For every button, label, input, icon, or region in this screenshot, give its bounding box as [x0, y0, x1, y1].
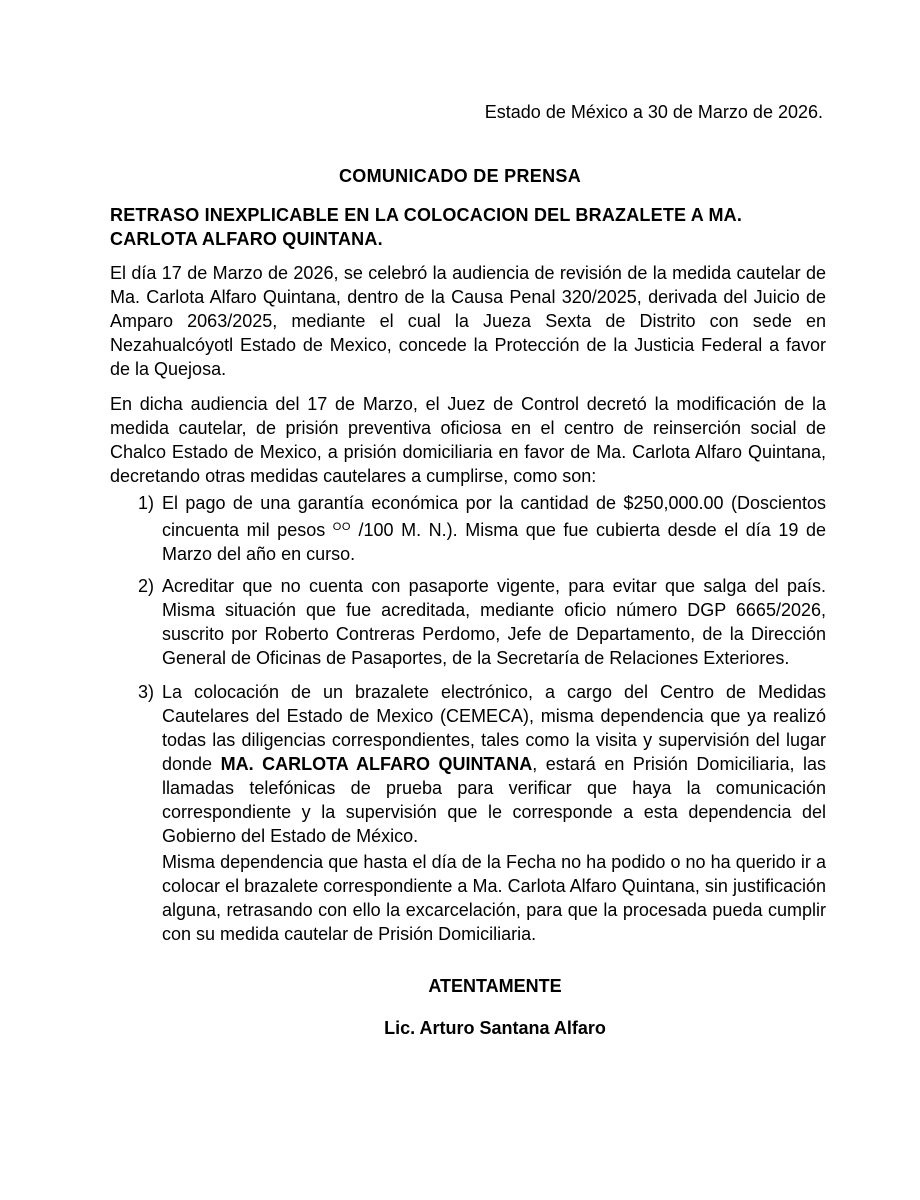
- superscript-cents: OO: [332, 521, 351, 533]
- bold-name: MA. CARLOTA ALFARO QUINTANA: [220, 754, 533, 774]
- list-item-text-part: El pago de una garantía económica por la cantidad de $250,000.00 (Doscientos cincuenta mil pesos: [162, 493, 826, 540]
- paragraph-ruling: En dicha audiencia del 17 de Marzo, el Juez de Control decretó la modificación de la medida cautelar, de prisión preventiva oficiosa en el centro de reinserción social de Chalco Estado de Mexico, a prisión domiciliaria en favor de Ma. Carlota Alfaro Quintana, decretando otras medidas cautelares a cumplirse, como son:: [110, 394, 826, 486]
- list-item-text-part: /100 M. N.). Misma que fue cubierta desde el día 19 de Marzo del año en curso.: [162, 520, 826, 564]
- list-number: 2): [138, 576, 155, 596]
- list-number: 3): [138, 682, 155, 702]
- paragraph-closing: Misma dependencia que hasta el día de la Fecha no ha podido o no ha querido ir a colocar el brazalete correspondiente a Ma. Carlota Alfaro Quintana, sin justificación alguna, retrasando con ello la excarcelación, para que la procesada pueda cumplir con su medida cautelar de Prisión Domiciliaria.: [162, 852, 826, 944]
- place-date: Estado de México a 30 de Marzo de 2026.: [484, 102, 823, 122]
- list-item-text-part: , estará en Prisión Domiciliaria, las llamadas telefónicas de prueba para verificar que haya la comunicación correspondiente y la supervisión que le corresponde a esta dependencia del Gobierno del Estado de México.: [162, 754, 827, 846]
- list-item-text: Acreditar que no cuenta con pasaporte vigente, para evitar que salga del país. Misma situación que fue acreditada, mediante oficio número DGP 6665/2026, suscrito por Roberto Contreras Perdomo, Jefe de Departamento, de la Dirección General de Oficinas de Pasaportes, de la Secretaría de Relaciones Exteriores.: [162, 576, 826, 668]
- list-item-text-part: La colocación de un brazalete electrónico, a cargo del Centro de Medidas Cautelares del Estado de Mexico (CEMECA), misma dependencia que ya realizó todas las diligencias correspondientes, tales como la visita y supervisión del lugar donde: [162, 682, 826, 774]
- list-item-text: [162, 491, 826, 566]
- list-item-text: [162, 680, 826, 848]
- paragraph-hearing: El día 17 de Marzo de 2026, se celebró la audiencia de revisión de la medida cautelar de Ma. Carlota Alfaro Quintana, dentro de la Causa Penal 320/2025, derivada del Juicio de Amparo 2063/2025, mediante el cual la Jueza Sexta de Distrito con sede en Nezahualcóyotl Estado de Mexico, concede la Protección de la Justicia Federal a favor de la Quejosa.: [110, 263, 826, 379]
- sign-off: ATENTAMENTE: [428, 976, 562, 996]
- list-number: 1): [138, 493, 155, 513]
- headline: RETRASO INEXPLICABLE EN LA COLOCACION DEL BRAZALETE A MA. CARLOTA ALFARO QUINTANA.: [110, 205, 743, 249]
- document-title: COMUNICADO DE PRENSA: [338, 166, 581, 186]
- signer-name: Lic. Arturo Santana Alfaro: [384, 1018, 606, 1038]
